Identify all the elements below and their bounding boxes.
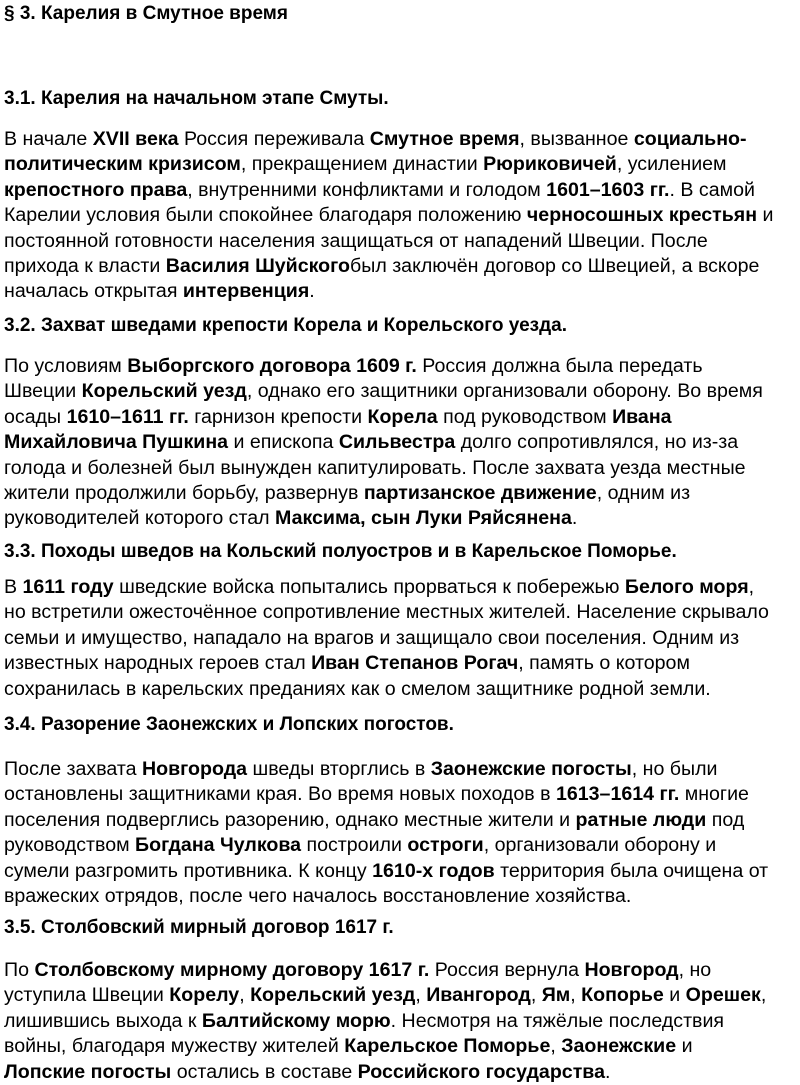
paragraph-line [4, 1034, 798, 1059]
text-run: началась открытая [4, 280, 183, 303]
text-run: и [757, 204, 774, 227]
bold-term: Копорье [581, 984, 664, 1007]
text-run: под руководством [437, 405, 613, 428]
text-run: . [604, 1060, 611, 1083]
text-run: сумели разгромить противника. К концу [4, 859, 373, 882]
text-run: По условиям [4, 355, 128, 377]
bold-term: Сильвестра [338, 431, 456, 454]
text-run: Россия переживала [178, 128, 370, 150]
text-run: был заключён договор со Швецией, а вскоре [350, 255, 760, 278]
paragraph-line [4, 254, 798, 279]
paragraph-line [4, 152, 798, 177]
section-paragraph-3-1 [4, 127, 798, 305]
text-run: . [309, 280, 315, 303]
text-run: , [760, 984, 767, 1007]
text-run: В [4, 576, 23, 598]
text-run: семьи и имущество, нападало на врагов и защищало свои поселения. Одним из [4, 626, 740, 649]
text-run: Россия вернула [429, 959, 585, 981]
text-run: , вызванное [519, 128, 634, 150]
paragraph-line [4, 884, 798, 909]
text-run: но встретили ожесточённое сопротивление местных жителей. Население скрывало [4, 601, 769, 624]
text-run: и [676, 1035, 693, 1058]
section-heading-3-1: 3.1. Карелия на начальном этапе Смуты. [4, 88, 389, 109]
section-heading-3-3: 3.3. Походы шведов на Кольский полуостров и в Карельское Поморье. [4, 541, 677, 562]
text-run: территория была очищена от [494, 859, 769, 882]
bold-term: Ивангород [426, 984, 531, 1007]
text-run: шведы вторглись в [247, 758, 431, 780]
bold-term: 1613–1614 гг. [555, 783, 680, 806]
bold-term: Ям [541, 984, 571, 1007]
bold-term: Карельское Поморье [344, 1035, 551, 1058]
text-run: уступила Швеции [4, 984, 170, 1007]
bold-term: Новгород [584, 959, 679, 981]
section-paragraph-3-4 [4, 757, 798, 909]
paragraph-line [4, 859, 798, 884]
bold-term: 1601–1603 гг. [546, 178, 670, 201]
bold-term: Заонежские погосты [430, 758, 632, 780]
text-run: построили [301, 834, 408, 857]
bold-term: Столбовскому мирному договору 1617 г. [34, 959, 430, 981]
bold-term: Лопские погосты [4, 1060, 172, 1083]
text-run: , [415, 984, 427, 1007]
text-run: , [239, 984, 251, 1007]
bold-term: 1610-х годов [372, 859, 495, 882]
paragraph-line [4, 1060, 798, 1085]
bold-term: Российского государства [357, 1060, 605, 1083]
text-run: многие [679, 783, 749, 806]
section-paragraph-3-5 [4, 958, 798, 1085]
paragraph-line [4, 178, 798, 203]
text-run: прихода к власти [4, 255, 166, 278]
paragraph-line [4, 1009, 798, 1034]
text-run: шведские войска попытались прорваться к побережью [113, 576, 625, 598]
paragraph-line [4, 833, 798, 858]
text-run: поселения подверглись разорению, однако местные жители и [4, 808, 576, 831]
paragraph-line [4, 506, 798, 531]
text-run: под [706, 808, 745, 831]
paragraph-line [4, 757, 798, 782]
bold-term: политическим кризисом [4, 153, 241, 176]
text-run: сохранилась в карельских преданиях как о смелом защитнике родной земли. [4, 677, 711, 700]
bold-term: Иван Степанов Рогач [311, 652, 519, 675]
text-run: , но [678, 959, 712, 981]
text-run: руководством [4, 834, 136, 857]
text-run: Россия должна была передать [416, 355, 703, 377]
bold-term: Новгорода [141, 758, 248, 780]
bold-term: Богдана Чулкова [135, 834, 302, 857]
text-run: , [550, 1035, 562, 1058]
text-run: долго сопротивлялся, но из-за [455, 431, 739, 454]
bold-term: Рюриковичей [483, 153, 617, 176]
text-run: лишившись выхода к [4, 1009, 202, 1032]
text-run: В начале [4, 128, 93, 150]
bold-term: Балтийскому морю [201, 1009, 391, 1032]
text-run: . В самой [669, 178, 755, 201]
bold-term: Максима, сын Луки Ряйсянена [275, 507, 572, 530]
bold-term: социально- [633, 128, 747, 150]
text-run: известных народных героев стал [4, 652, 312, 675]
bold-term: партизанское движение [363, 482, 597, 505]
text-run: После захвата [4, 758, 142, 780]
bold-term: ратные люди [575, 808, 707, 831]
text-run: голода и болезней был вынужден капитулировать. После захвата уезда местные [4, 456, 746, 479]
paragraph-line [4, 279, 798, 304]
text-run: , [530, 984, 542, 1007]
text-run: постоянной готовности населения защищаться от нападений Швеции. После [4, 229, 708, 252]
paragraph-line [4, 626, 798, 651]
text-run: , [748, 576, 755, 598]
section-heading-3-2: 3.2. Захват шведами крепости Корела и Корельского уезда. [4, 315, 567, 336]
text-run: остановлены защитниками края. Во время новых походов в [4, 783, 556, 806]
paragraph-line [4, 203, 798, 228]
text-run: По [4, 959, 35, 981]
text-run: жители продолжили борьбу, развернув [4, 482, 364, 505]
text-run: , но были [631, 758, 718, 780]
bold-term: Василия Шуйского [165, 255, 351, 278]
bold-term: черносошных крестьян [526, 204, 758, 227]
bold-term: Корела [367, 405, 438, 428]
bold-term: Ивана [612, 405, 672, 428]
paragraph-line [4, 456, 798, 481]
paragraph-line [4, 354, 798, 379]
paragraph-line [4, 958, 798, 983]
bold-term: Корельский уезд [250, 984, 416, 1007]
bold-term: интервенция [182, 280, 310, 303]
paragraph-line [4, 127, 798, 152]
section-paragraph-3-3 [4, 575, 798, 702]
text-run: , одним из [596, 482, 691, 505]
section-heading-3-5: 3.5. Столбовский мирный договор 1617 г. [4, 917, 394, 938]
text-run: , [570, 984, 582, 1007]
text-run: . Несмотря на тяжёлые последствия [390, 1009, 725, 1032]
bold-term: крепостного права [4, 178, 188, 201]
bold-term: Выборгского договора 1609 г. [127, 355, 417, 377]
text-run: остались в составе [171, 1060, 358, 1083]
bold-term: Орешек [685, 984, 761, 1007]
paragraph-line [4, 379, 798, 404]
text-run: , память о котором [518, 652, 690, 675]
section-heading-3-4: 3.4. Разорение Заонежских и Лопских погостов. [4, 714, 454, 735]
paragraph-line [4, 229, 798, 254]
text-run: , прекращением династии [240, 153, 484, 176]
bold-term: 1610–1611 гг. [66, 405, 189, 428]
text-run: вражеских отрядов, после чего началось восстановление хозяйства. [4, 885, 632, 908]
text-run: , организовали оборону и [483, 834, 717, 857]
bold-term: Белого моря [624, 576, 749, 598]
text-run: . [571, 507, 578, 530]
bold-term: XVII века [92, 128, 179, 150]
document-title: § 3. Карелия в Смутное время [4, 3, 288, 24]
paragraph-line [4, 600, 798, 625]
paragraph-line [4, 808, 798, 833]
bold-term: Михайловича Пушкина [4, 431, 229, 454]
paragraph-line [4, 430, 798, 455]
text-run: , внутренними конфликтами и голодом [187, 178, 547, 201]
text-run: осады [4, 405, 67, 428]
bold-term: Корелу [169, 984, 240, 1007]
text-run: и епископа [228, 431, 339, 454]
paragraph-line [4, 983, 798, 1008]
text-run: , однако его защитники организовали оборону. Во время [246, 380, 763, 403]
text-run: руководителей которого стал [4, 507, 276, 530]
bold-term: Смутное время [369, 128, 520, 150]
text-run: Швеции [4, 380, 82, 403]
bold-term: 1611 году [22, 576, 114, 598]
bold-term: Корельский уезд [81, 380, 247, 403]
paragraph-line [4, 651, 798, 676]
text-run: , усилением [616, 153, 727, 176]
paragraph-line [4, 782, 798, 807]
bold-term: Заонежские [561, 1035, 677, 1058]
paragraph-line [4, 405, 798, 430]
text-run: гарнизон крепости [188, 405, 368, 428]
paragraph-line [4, 575, 798, 600]
paragraph-line [4, 677, 798, 702]
text-run: и [663, 984, 686, 1007]
section-paragraph-3-2 [4, 354, 798, 532]
paragraph-line [4, 481, 798, 506]
text-run: войны, благодаря мужеству жителей [4, 1035, 345, 1058]
text-run: Карелии условия были спокойнее благодаря положению [4, 204, 527, 227]
bold-term: остроги [407, 834, 484, 857]
